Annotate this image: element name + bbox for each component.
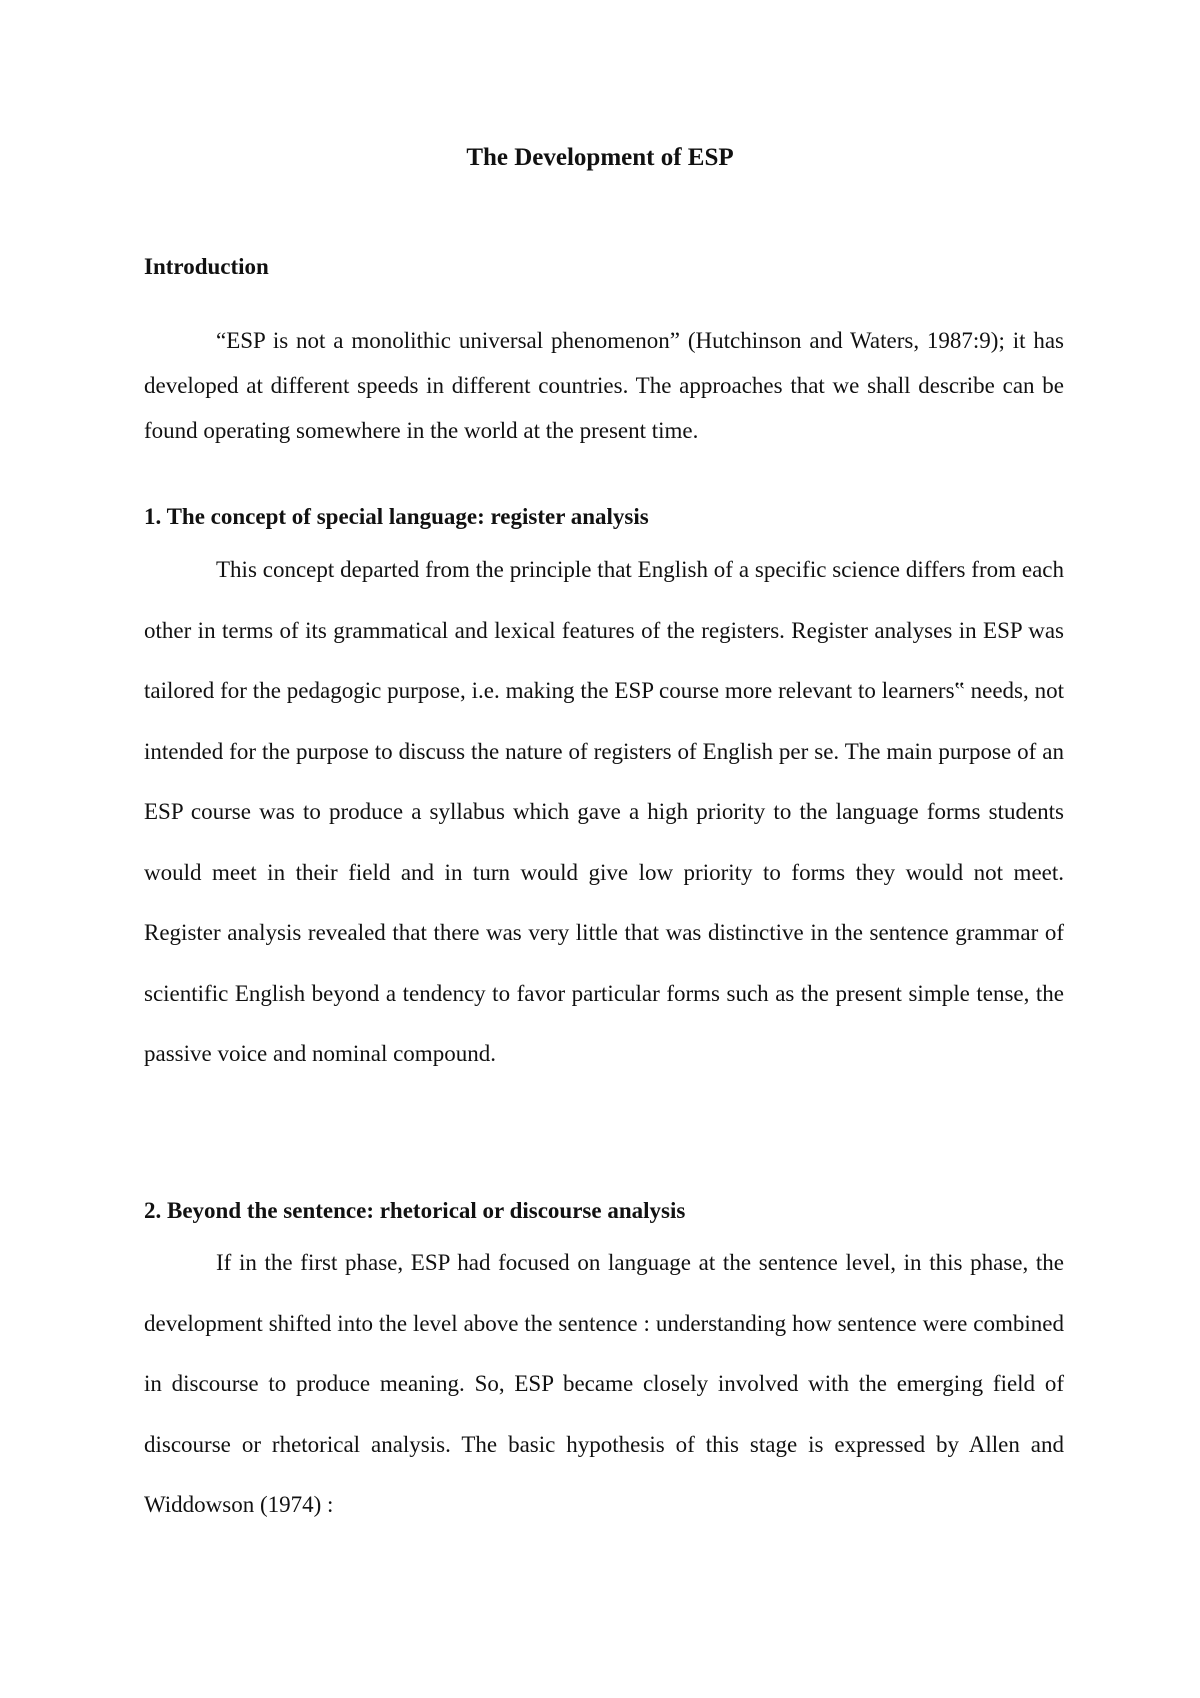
section-2-paragraph — [144, 1233, 1064, 1536]
section-2-heading: 2. Beyond the sentence: rhetorical or discourse analysis — [144, 1198, 686, 1223]
section-1-paragraph-text: This concept departed from the principle that English of a specific science differs from each other in terms of its grammatical and lexical features of the registers. Register analyses in ESP was tailored for the pedagogic purpose, i.e. making the ESP course more relevant to learners‟ needs, not intended for the purpose to discuss the nature of registers of English per se. The main purpose of an ESP course was to produce a syllabus which gave a high priority to the language forms students would meet in their field and in turn would give low priority to forms they would not meet. Register analysis revealed that there was very little that was distinctive in the sentence grammar of scientific English beyond a tendency to favor particular forms such as the present simple tense, the passive voice and nominal compound. — [144, 557, 1064, 1066]
intro-paragraph — [144, 318, 1064, 453]
section-1-paragraph — [144, 540, 1064, 1085]
section-1-heading: 1. The concept of special language: register analysis — [144, 504, 649, 529]
section-2-paragraph-text: If in the first phase, ESP had focused on language at the sentence level, in this phase, the development shifted into the level above the sentence : understanding how sentence were combined in discourse to produce meaning. So, ESP became closely involved with the emerging field of discourse or rhetorical analysis. The basic hypothesis of this stage is expressed by Allen and Widdowson (1974) : — [144, 1250, 1064, 1517]
page-title: The Development of ESP — [466, 144, 734, 171]
intro-heading: Introduction — [144, 254, 269, 279]
intro-paragraph-text: “ESP is not a monolithic universal phenomenon” (Hutchinson and Waters, 1987:9); it has developed at different speeds in different countries. The approaches that we shall describe can be found operating somewhere in the world at the present time. — [144, 328, 1064, 443]
